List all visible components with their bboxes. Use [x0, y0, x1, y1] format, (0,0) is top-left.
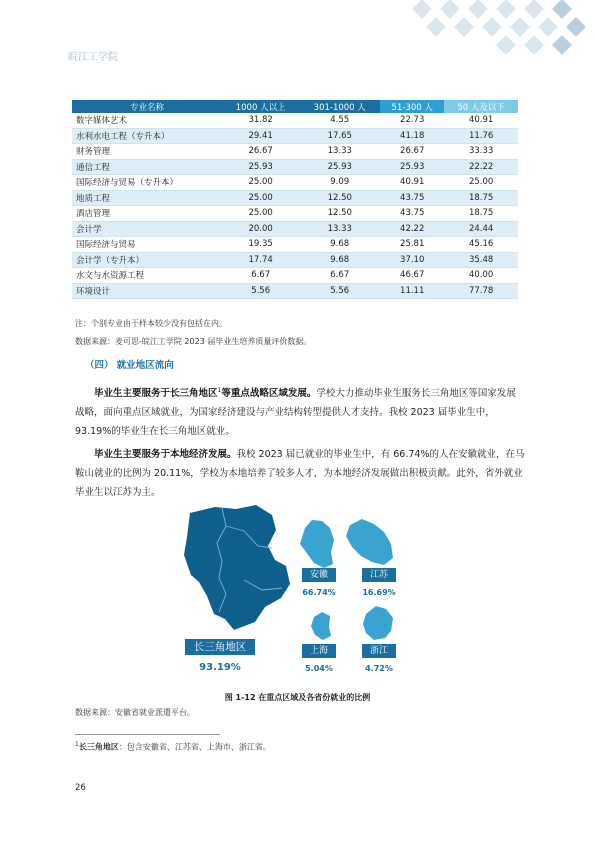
- value-cell: 41.18: [380, 128, 444, 144]
- footnote-term: 长三角地区: [78, 742, 119, 752]
- value-cell: 20.00: [222, 221, 299, 237]
- value-cell: 13.33: [299, 221, 380, 237]
- value-cell: 11.11: [380, 283, 444, 299]
- shanghai-map-shape: [311, 612, 331, 640]
- zhejiang-map-shape: [363, 606, 393, 640]
- footnote-text: ：包含安徽省、江苏省、上海市、浙江省。: [118, 742, 271, 752]
- table-row: [72, 237, 518, 253]
- jiangsu-map-shape: [346, 519, 393, 565]
- section-heading: （四） 就业地区流向: [85, 360, 174, 371]
- value-cell: 42.22: [380, 221, 444, 237]
- value-cell: 5.56: [299, 283, 380, 299]
- paragraph-2-lead: 毕业生主要服务于本地经济发展。: [94, 449, 237, 460]
- value-cell: 33.33: [444, 144, 518, 160]
- value-cell: 5.56: [222, 283, 299, 299]
- province-pct-zhejiang: 4.72%: [365, 664, 393, 673]
- column-header: 51-300 人: [380, 100, 444, 113]
- value-cell: 46.67: [380, 268, 444, 284]
- major-name-cell: 财务管理: [72, 144, 222, 160]
- province-pct-shanghai: 5.04%: [305, 664, 333, 673]
- value-cell: 4.55: [299, 113, 380, 128]
- figure-source: 数据来源：安徽省就业派遣平台。: [75, 708, 195, 717]
- value-cell: 40.91: [444, 113, 518, 128]
- major-name-cell: 酒店管理: [72, 206, 222, 222]
- table-row: [72, 206, 518, 222]
- value-cell: 22.22: [444, 159, 518, 175]
- value-cell: 45.16: [444, 237, 518, 253]
- major-name-cell: 国际经济与贸易: [72, 237, 222, 253]
- page-number: 26: [75, 783, 86, 793]
- major-name-cell: 水利水电工程（专升本）: [72, 128, 222, 144]
- column-header: 专业名称: [72, 100, 222, 113]
- paragraph-1-lead-2: 等重点战略区域发展。: [221, 388, 317, 400]
- province-pct-anhui: 66.74%: [302, 588, 336, 597]
- value-cell: 25.00: [222, 206, 299, 222]
- province-label-shanghai: 上海: [302, 644, 336, 658]
- column-header: 50 人及以下: [444, 100, 518, 113]
- table-row: [72, 283, 518, 299]
- value-cell: 19.35: [222, 237, 299, 253]
- value-cell: 25.00: [222, 175, 299, 191]
- value-cell: 25.93: [222, 159, 299, 175]
- value-cell: 25.93: [380, 159, 444, 175]
- value-cell: 12.50: [299, 190, 380, 206]
- table-row: [72, 175, 518, 191]
- value-cell: 26.67: [380, 144, 444, 160]
- table-note: 注：个别专业由于样本较少没有包括在内。: [75, 319, 227, 328]
- footnote-number: 1: [75, 741, 79, 748]
- header-decoration: [395, 0, 595, 70]
- figure-caption: 图 1-12 在重点区域及各省份就业的比例: [224, 693, 371, 702]
- value-cell: 40.00: [444, 268, 518, 284]
- table-row: [72, 144, 518, 160]
- value-cell: 26.67: [222, 144, 299, 160]
- major-name-cell: 国际经济与贸易（专升本）: [72, 175, 222, 191]
- paragraph-1-text: 学校大力推动毕业生服务长三角地区等国家发展战略，面向重点区域就业，为国家经济建设与产业结构转型提供人才支持。我校 2023 届毕业生中，93.19%的毕业生在长三角地区就业。: [75, 388, 516, 438]
- value-cell: 43.75: [380, 190, 444, 206]
- value-cell: 9.68: [299, 237, 380, 253]
- value-cell: 17.74: [222, 252, 299, 268]
- value-cell: 25.93: [299, 159, 380, 175]
- footnote-divider: [75, 734, 220, 735]
- value-cell: 25.00: [222, 190, 299, 206]
- value-cell: 11.76: [444, 128, 518, 144]
- major-name-cell: 会计学（专升本）: [72, 252, 222, 268]
- value-cell: 18.75: [444, 190, 518, 206]
- value-cell: 12.50: [299, 206, 380, 222]
- value-cell: 43.75: [380, 206, 444, 222]
- table-row: [72, 252, 518, 268]
- yrd-map-shape: [184, 505, 290, 630]
- major-name-cell: 会计学: [72, 221, 222, 237]
- table-row: [72, 159, 518, 175]
- value-cell: 29.41: [222, 128, 299, 144]
- value-cell: 31.82: [222, 113, 299, 128]
- column-header: 1000 人以上: [222, 100, 299, 113]
- logo-text: 皖江工学院: [68, 52, 118, 63]
- footnote: [75, 741, 271, 753]
- province-label-zhejiang: 浙江: [362, 644, 396, 658]
- value-cell: 77.78: [444, 283, 518, 299]
- value-cell: 18.75: [444, 206, 518, 222]
- table-row: [72, 268, 518, 284]
- value-cell: 9.68: [299, 252, 380, 268]
- value-cell: 9.09: [299, 175, 380, 191]
- major-name-cell: 数字媒体艺术: [72, 113, 222, 128]
- major-name-cell: 通信工程: [72, 159, 222, 175]
- province-pct-jiangsu: 16.69%: [362, 588, 396, 597]
- value-cell: 24.44: [444, 221, 518, 237]
- value-cell: 6.67: [299, 268, 380, 284]
- paragraph-1-lead: 毕业生主要服务于长三角地区: [94, 388, 218, 400]
- table-row: [72, 221, 518, 237]
- table-row: [72, 128, 518, 144]
- value-cell: 17.65: [299, 128, 380, 144]
- anhui-map-shape: [300, 520, 334, 568]
- value-cell: 6.67: [222, 268, 299, 284]
- major-name-cell: 水文与水资源工程: [72, 268, 222, 284]
- value-cell: 25.81: [380, 237, 444, 253]
- table-row: [72, 113, 518, 128]
- table-row: [72, 190, 518, 206]
- yrd-percentage: 93.19%: [199, 662, 241, 673]
- yrd-label: 长三角地区: [185, 639, 255, 655]
- table-source: 数据来源：麦可思-皖江工学院 2023 届毕业生培养质量评价数据。: [75, 337, 312, 346]
- value-cell: 40.91: [380, 175, 444, 191]
- province-label-anhui: 安徽: [302, 568, 336, 582]
- major-name-cell: 环境设计: [72, 283, 222, 299]
- paragraph-2: [75, 445, 525, 502]
- footnote-ref: 1: [217, 387, 222, 394]
- value-cell: 25.00: [444, 175, 518, 191]
- value-cell: 37.10: [380, 252, 444, 268]
- column-header: 301-1000 人: [299, 100, 380, 113]
- value-cell: 35.48: [444, 252, 518, 268]
- province-label-jiangsu: 江苏: [362, 568, 396, 582]
- paragraph-2-text: 我校 2023 届已就业的毕业生中，有 66.74%的人在安徽就业，在马鞍山就业的比例为 20.11%，学校为本地培养了较多人才，为本地经济发展做出积极贡献。此外，省外就业毕业生以江苏为主。: [75, 449, 525, 498]
- value-cell: 13.33: [299, 144, 380, 160]
- major-name-cell: 地质工程: [72, 190, 222, 206]
- paragraph-1: [75, 381, 525, 441]
- major-employer-size-table: [72, 100, 518, 299]
- value-cell: 22.73: [380, 113, 444, 128]
